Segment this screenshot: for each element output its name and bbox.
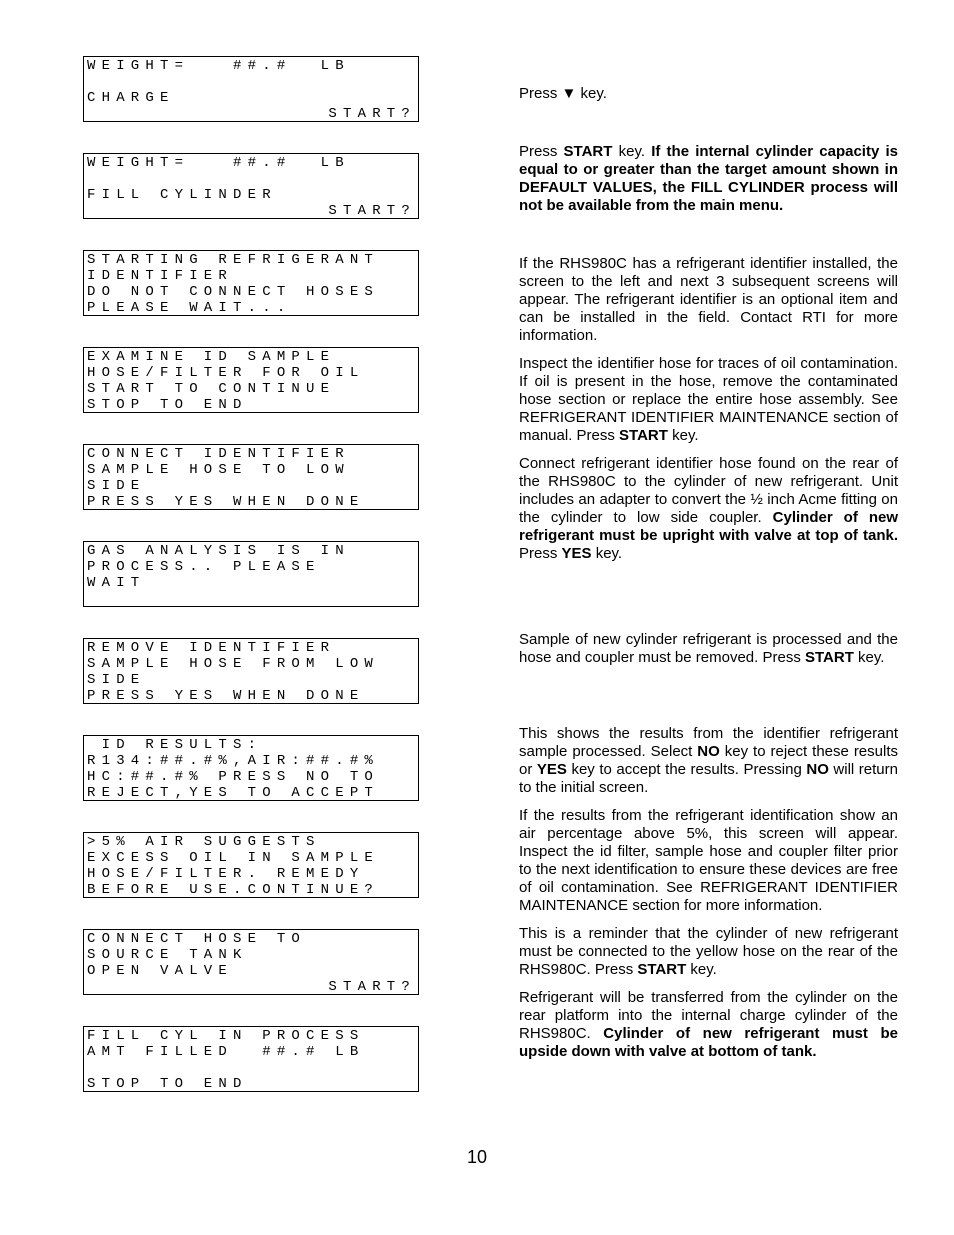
lcd-line: WEIGHT= ##.# LB	[87, 58, 350, 74]
lcd-line: DO NOT CONNECT HOSES	[87, 284, 380, 300]
lcd-line: REMOVE IDENTIFIER	[87, 640, 336, 656]
page-number: 10	[466, 1147, 488, 1167]
lcd-line: OPEN VALVE	[87, 963, 234, 979]
description-identifier-installed: If the RHS980C has a refrigerant identifier installed, the screen to the left and next 3 subsequent screens will appear. The refrigerant identifier is an optional item and can be installed in the field. Contact RTI for more information. Inspect the identifier hose for traces of oil contamination. If oil is present in the hose, remove the contaminated hose section or replace the entire hose assembly. See REFRIGERANT IDENTIFIER MAINTENANCE section of manual. Press START key. Connect refrigerant identifier hose found on the rear of the RHS980C to the cylinder of new refrigerant. Unit includes an adapter to convert the ½ inch Acme fitting on the cylinder to low side coupler. Cylinder of new refrigerant must be upright with valve at top of tank. Press YES key.	[519, 255, 898, 562]
lcd-line: GAS ANALYSIS IS IN	[87, 543, 350, 559]
lcd-screen-air-warning	[83, 832, 419, 898]
lcd-line: STOP TO END	[87, 397, 248, 413]
lcd-line: SIDE	[87, 478, 146, 494]
lcd-line: HOSE/FILTER. REMEDY	[87, 866, 365, 882]
lcd-line: STARTING REFRIGERANT	[87, 252, 380, 268]
lcd-line: EXCESS OIL IN SAMPLE	[87, 850, 380, 866]
lcd-line: START TO CONTINUE	[87, 381, 336, 397]
lcd-line: START?	[328, 106, 416, 122]
lcd-screen-weight-charge	[83, 56, 419, 122]
lcd-line: EXAMINE ID SAMPLE	[87, 349, 336, 365]
lcd-line	[87, 1060, 416, 1076]
lcd-line: HC:##.#% PRESS NO TO	[87, 769, 380, 785]
lcd-screen-fill-in-process	[83, 1026, 419, 1092]
lcd-line: START?	[328, 203, 416, 219]
lcd-screen-starting-identifier	[83, 250, 419, 316]
lcd-line: FILL CYLINDER	[87, 187, 277, 203]
description-press-down: Press ▼ key.	[519, 85, 607, 102]
lcd-line: CHARGE	[87, 90, 175, 106]
lcd-line: START?	[328, 979, 416, 995]
lcd-line: HOSE/FILTER FOR OIL	[87, 365, 365, 381]
lcd-line: AMT FILLED ##.# LB	[87, 1044, 365, 1060]
lcd-screen-weight-fill-cylinder	[83, 153, 419, 219]
lcd-line	[87, 591, 416, 607]
lcd-screen-connect-hose	[83, 929, 419, 995]
lcd-line: PROCESS.. PLEASE	[87, 559, 321, 575]
lcd-screen-gas-analysis	[83, 541, 419, 607]
lcd-line: STOP TO END	[87, 1076, 248, 1092]
lcd-line: SAMPLE HOSE TO LOW	[87, 462, 350, 478]
lcd-line	[87, 74, 416, 90]
description-remove-hose: Sample of new cylinder refrigerant is processed and the hose and coupler must be removed. Press START key.	[519, 631, 898, 666]
lcd-line: SIDE	[87, 672, 146, 688]
lcd-line: ID RESULTS:	[87, 737, 263, 753]
lcd-line: PLEASE WAIT...	[87, 300, 292, 316]
lcd-screen-id-results	[83, 735, 419, 801]
lcd-line: CONNECT IDENTIFIER	[87, 446, 350, 462]
lcd-line: WAIT	[87, 575, 146, 591]
lcd-line: BEFORE USE.CONTINUE?	[87, 882, 380, 898]
lcd-line: SAMPLE HOSE FROM LOW	[87, 656, 380, 672]
lcd-line: FILL CYL IN PROCESS	[87, 1028, 365, 1044]
lcd-screen-connect-identifier	[83, 444, 419, 510]
lcd-line: PRESS YES WHEN DONE	[87, 494, 365, 510]
lcd-screen-examine-id-sample	[83, 347, 419, 413]
lcd-line: WEIGHT= ##.# LB	[87, 155, 350, 171]
lcd-line	[87, 171, 416, 187]
description-id-results: This shows the results from the identifier refrigerant sample processed. Select NO key to reject these results or YES key to accept the results. Pressing NO will return to the initial screen. If the results from the refrigerant identification show an air percentage above 5%, this screen will appear. Inspect the id filter, sample hose and coupler filter prior to the next identification to ensure these devices are free of oil contamination. See REFRIGERANT IDENTIFIER MAINTENANCE section for more information. This is a reminder that the cylinder of new refrigerant must be connected to the yellow hose on the rear of the RHS980C. Press START key. Refrigerant will be transferred from the cylinder on the rear platform into the internal charge cylinder of the RHS980C. Cylinder of new refrigerant must be upside down with valve at bottom of tank.	[519, 725, 898, 1060]
lcd-screen-remove-identifier	[83, 638, 419, 704]
lcd-line: R134:##.#%,AIR:##.#%	[87, 753, 380, 769]
lcd-line: REJECT,YES TO ACCEPT	[87, 785, 380, 801]
lcd-line: IDENTIFIER	[87, 268, 234, 284]
description-fill-cylinder: Press START key. If the internal cylinder capacity is equal to or greater than the target amount shown in DEFAULT VALUES, the FILL CYLINDER process will not be available from the main menu.	[519, 143, 899, 214]
lcd-line: CONNECT HOSE TO	[87, 931, 307, 947]
lcd-line: PRESS YES WHEN DONE	[87, 688, 365, 704]
lcd-line: >5% AIR SUGGESTS	[87, 834, 321, 850]
lcd-line: SOURCE TANK	[87, 947, 248, 963]
